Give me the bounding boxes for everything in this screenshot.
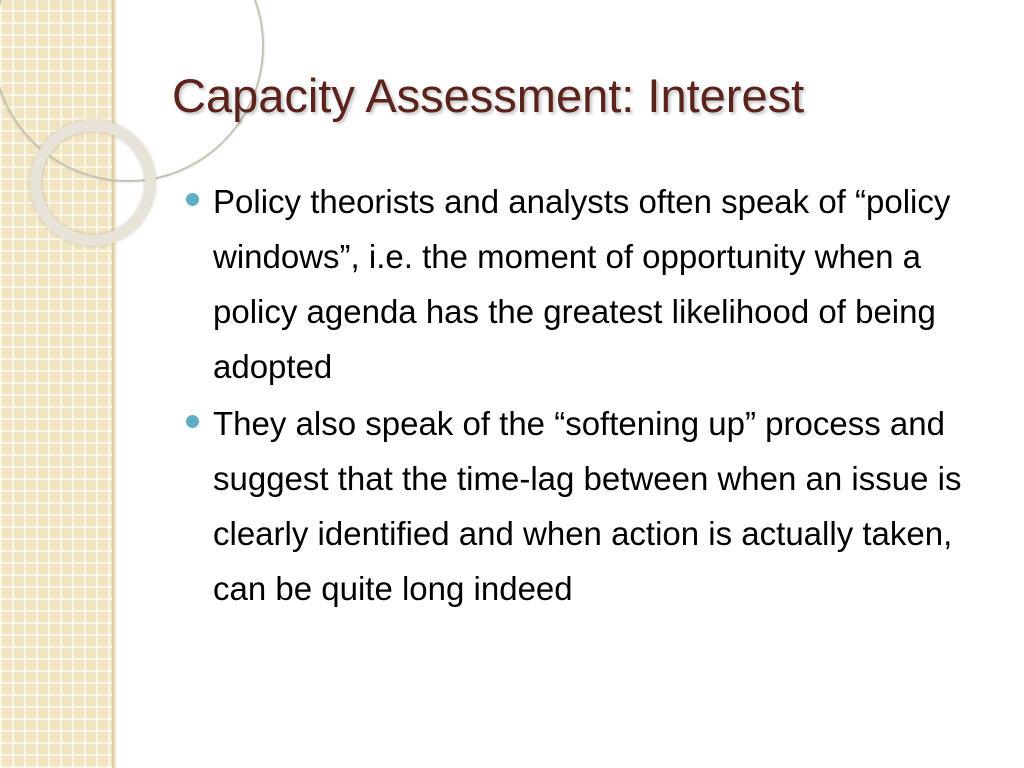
bullet-dot-icon — [186, 193, 199, 206]
slide-title: Capacity Assessment: Interest — [172, 69, 805, 122]
bullet-item-policy-windows — [186, 174, 996, 394]
bullet-text: Policy theorists and analysts often speak of “policy windows”, i.e. the moment of opportunity when a policy agenda has the greatest likelihood of being adopted — [213, 183, 951, 385]
bullet-item-softening-up — [186, 396, 996, 616]
bullet-text: They also speak of the “softening up” process and suggest that the time-lag between when an issue is clearly identified and when action is actually taken, can be quite long indeed — [213, 405, 962, 607]
decorative-ring-small — [30, 120, 156, 246]
bullet-list — [186, 174, 996, 618]
bullet-dot-icon — [186, 415, 199, 428]
